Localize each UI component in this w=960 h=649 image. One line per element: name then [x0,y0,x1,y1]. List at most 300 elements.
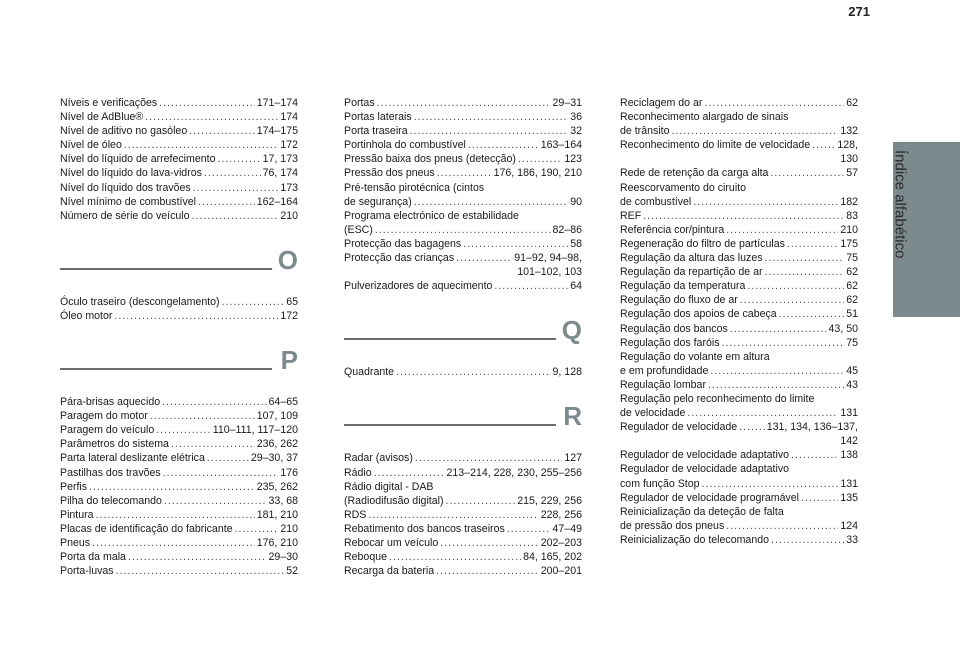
index-entry [620,491,858,505]
entry-term: Regulador de velocidade adaptativo [620,449,790,462]
entry-row [60,409,298,423]
entry-term: Protecção das bagagens [344,237,462,250]
entry-term-line: Regulação do volante em altura [620,350,770,363]
index-entry [620,279,858,293]
dot-leader [163,466,279,480]
entry-pages: 235, 262 [256,480,298,493]
index-entry [60,536,298,550]
entry-pages: 127 [564,452,582,465]
chapter-tab-label-wrap [880,150,920,320]
entry-term: de segurança) [344,195,412,208]
entry-term: Nível do líquido dos travões [60,181,191,194]
entry-pages: 9, 128 [552,366,582,379]
dot-leader [494,279,568,293]
dot-leader [765,251,845,265]
index-entry [60,209,298,223]
entry-row [620,364,858,378]
entry-pages: 131 [840,407,858,420]
entry-term: Número de série do veículo [60,209,190,222]
entry-row [620,519,858,533]
index-entry [620,448,858,462]
entry-row [60,110,298,124]
entry-pages: 36 [570,111,582,124]
entry-term: Regulação da altura das luzes [620,252,763,265]
index-entry [60,550,298,564]
index-entry [344,152,582,166]
entry-term: Pneus [60,536,91,549]
dot-leader [124,138,278,152]
entry-row [60,152,298,166]
entry-row [620,491,858,505]
entry-row [60,437,298,451]
entry-pages: 43 [846,378,858,391]
entry-pages: 182 [840,195,858,208]
index-entry [60,152,298,166]
entry-row [344,466,582,480]
entry-term: Protecção das crianças [344,252,455,265]
dot-leader [217,152,260,166]
entry-term: (Radiodifusão digital) [344,494,444,507]
entry-term: Paragem do veículo [60,424,155,437]
entry-row [620,322,858,336]
dot-leader [779,307,845,321]
index-entry [620,378,858,392]
section-rule [344,424,556,426]
entry-row [620,251,858,265]
entry-row [344,223,582,237]
index-entry [60,409,298,423]
index-entry [620,322,858,336]
entry-term: Pilha do telecomando [60,494,162,507]
entry-term: Rebatimento dos bancos traseiros [344,522,505,535]
entry-pages: 131, 134, 136–137, [766,421,858,434]
entry-pages: 210 [280,209,298,222]
entry-row [344,279,582,293]
index-entry [60,181,298,195]
index-entry [60,466,298,480]
dot-leader [518,152,562,166]
entry-pages: 76, 174 [262,167,298,180]
entry-row [620,420,858,434]
entry-pages: 163–164 [540,139,582,152]
dot-leader [156,423,211,437]
index-entry [620,138,858,166]
index-entry [60,494,298,508]
entry-row [60,494,298,508]
dot-leader [747,279,844,293]
entry-row [620,195,858,209]
index-entry [620,223,858,237]
entry-term: Pulverizadores de aquecimento [344,280,493,293]
entry-pages: 172 [280,309,298,322]
entry-row [60,138,298,152]
entry-row [344,536,582,550]
entry-pages: 181, 210 [256,508,298,521]
entry-term: Nível do líquido do lava-vidros [60,167,202,180]
index-column-2 [344,96,582,578]
entry-row [344,564,582,578]
entry-pages: 29–31 [552,97,582,109]
entry-pages: 82–86 [552,223,582,236]
entry-term-line: Reinicialização da deteção de falta [620,505,784,518]
entry-row [344,195,582,209]
entry-term: Óleo motor [60,309,113,322]
entry-pages: 43, 50 [828,322,858,335]
entry-row [344,251,582,265]
index-entry [60,166,298,180]
dot-leader [368,508,538,522]
entry-row [344,152,582,166]
index-entry [60,309,298,323]
entry-term: Regulação lombar [620,378,706,391]
entry-term: Portas laterais [344,111,412,124]
entry-row [344,365,582,379]
dot-leader [128,550,267,564]
entry-pages: 124 [840,519,858,532]
dot-leader [643,209,844,223]
entry-pages: 84, 165, 202 [523,551,582,564]
entry-pages: 128, [837,139,858,152]
entry-pages: 210 [840,223,858,236]
entry-row [620,293,858,307]
entry-term: Regulador de velocidade programável [620,491,800,504]
entry-term: Nível de AdBlue® [60,111,144,124]
entry-term: Rede de retenção da carga alta [620,167,769,180]
dot-leader [204,166,261,180]
entry-pages: 47–49 [552,522,582,535]
index-entry [60,480,298,494]
entry-row [60,309,298,323]
entry-row [60,451,298,465]
entry-row [620,533,858,547]
entry-term: de velocidade [620,407,686,420]
entry-pages: 90 [570,195,582,208]
entry-row [344,96,582,110]
entry-term: Níveis e verificações [60,97,158,109]
dot-leader [89,480,255,494]
dot-leader [222,295,285,309]
section-header [344,401,582,439]
entry-term-line: Regulação pelo reconhecimento do limite [620,392,815,405]
entry-row [60,209,298,223]
entry-pages: 132 [840,125,858,138]
entry-pages: 176, 186, 190, 210 [493,167,582,180]
index-entry [344,550,582,564]
entry-row [620,336,858,350]
index-entry [620,181,858,209]
section-letter: R [563,401,582,432]
entry-pages: 17, 173 [262,153,298,166]
entry-term: Pastilhas dos travões [60,466,161,479]
dot-leader [740,293,844,307]
entry-term: Regulação dos bancos [620,322,728,335]
entry-row [620,223,858,237]
dot-leader [702,477,839,491]
entry-term: de combustível [620,195,692,208]
entry-row [620,209,858,223]
dot-leader [193,181,279,195]
entry-pages: 171–174 [256,97,298,109]
entry-pages: 172 [280,139,298,152]
entry-term: e em profundidade [620,364,709,377]
entry-pages: 33 [846,533,858,546]
index-entry [620,505,858,533]
entry-row [344,237,582,251]
entry-row [60,480,298,494]
index-entry [344,251,582,279]
entry-term-line: Reconhecimento alargado de sinais [620,111,789,124]
entry-term: Regulação dos faróis [620,336,720,349]
index-entry [60,522,298,536]
entry-term: Pressão baixa dos pneus (detecção) [344,153,516,166]
index-entry [344,209,582,237]
dot-leader [377,96,551,110]
dot-leader [507,522,551,536]
entry-pages: 174 [280,111,298,124]
entry-pages: 57 [846,167,858,180]
dot-leader [765,265,845,279]
entry-pages: 32 [570,125,582,138]
index-entry [60,437,298,451]
entry-row [60,536,298,550]
section-letter: O [277,244,298,275]
entry-term: com função Stop [620,477,700,490]
entry-row [344,508,582,522]
entry-pages: 236, 262 [256,438,298,451]
entry-row [620,406,858,420]
index-entry [620,533,858,547]
index-entry [620,209,858,223]
dot-leader [96,508,255,522]
index-entry [344,365,582,379]
entry-term: Porta traseira [344,125,408,138]
dot-leader [414,195,568,209]
entry-row [60,508,298,522]
entry-row [620,279,858,293]
index-entry [60,508,298,522]
entry-row [60,564,298,578]
entry-term: Parta lateral deslizante elétrica [60,452,205,465]
entry-term: Regulação dos apoios de cabeça [620,308,777,321]
dot-leader [410,124,569,138]
entry-term: Paragem do motor [60,410,148,423]
entry-term: Quadrante [344,366,395,379]
dot-leader [396,365,550,379]
index-entry [620,336,858,350]
index-entry [60,96,298,110]
entry-row [344,166,582,180]
entry-term: Pintura [60,508,94,521]
index-entry [620,237,858,251]
entry-term: Referência cor/pintura [620,223,725,236]
entry-pages: 62 [846,266,858,279]
entry-term-line: Programa electrónico de estabilidade [344,209,519,222]
entry-pages: 29–30, 37 [250,452,298,465]
entry-pages: 135 [840,491,858,504]
index-entry [344,522,582,536]
index-entry [344,181,582,209]
dot-leader [801,491,838,505]
dot-leader [150,409,255,423]
index-entry [344,96,582,110]
dot-leader [791,448,838,462]
entry-term-line: Pré-tensão pirotécnica (cintos [344,181,485,194]
entry-term: de trânsito [620,125,670,138]
entry-term: Placas de identificação do fabricante [60,522,233,535]
index-entry [344,451,582,465]
dot-leader [446,494,516,508]
entry-pages: 65 [286,295,298,308]
entry-pages: 228, 256 [540,508,582,521]
entry-row [620,124,858,138]
dot-leader [726,519,838,533]
dot-leader [414,110,568,124]
entry-pages: 210 [280,522,298,535]
dot-leader [708,378,844,392]
entry-pages: 64–65 [268,396,298,409]
index-entry [344,124,582,138]
dot-leader [207,451,249,465]
section-header [60,345,298,383]
dot-leader [730,322,827,336]
entry-pages: 173 [280,181,298,194]
entry-row [620,138,858,152]
index-entry [620,265,858,279]
entry-term: Recarga da bateria [344,565,435,578]
index-entry [620,166,858,180]
dot-leader [375,223,551,237]
entry-term: Regulação do fluxo de ar [620,294,738,307]
entry-pages: 202–203 [540,536,582,549]
index-entry [344,279,582,293]
entry-term: Regulação da temperatura [620,280,746,293]
entry-term: Reconhecimento do limite de velocidade [620,139,811,152]
entry-pages: 213–214, 228, 230, 255–256 [446,466,582,479]
dot-leader [192,209,279,223]
dot-leader [687,406,838,420]
entry-pages-continued: 101–102, 103 [517,266,582,279]
entry-row [344,110,582,124]
entry-term-line: Rádio digital - DAB [344,480,434,493]
entry-row [620,448,858,462]
section-header [60,244,298,283]
entry-term: (ESC) [344,223,373,236]
index-entry [344,166,582,180]
entry-pages-continued: 142 [840,435,858,448]
entry-pages: 52 [286,565,298,578]
dot-leader [436,564,539,578]
dot-leader [468,138,539,152]
entry-row [344,138,582,152]
index-entry [60,564,298,578]
index-entry [344,508,582,522]
section-rule [344,338,556,340]
index-entry [620,392,858,420]
dot-leader [787,237,838,251]
index-entry [344,564,582,578]
entry-pages-continued: 130 [840,153,858,166]
entry-row [620,237,858,251]
section-rule [60,268,272,270]
entry-row [344,124,582,138]
entry-term: Nível do líquido de arrefecimento [60,153,216,166]
entry-row [344,494,582,508]
entry-term: Porta-luvas [60,565,114,578]
entry-row [60,124,298,138]
entry-pages: 110–111, 117–120 [212,424,298,437]
entry-row [60,166,298,180]
entry-pages: 162–164 [256,195,298,208]
entry-pages: 45 [846,364,858,377]
entry-pages: 75 [846,336,858,349]
entry-pages: 176, 210 [256,536,298,549]
dot-leader [726,223,838,237]
index-entry [620,462,858,490]
dot-leader [710,364,844,378]
entry-pages: 174–175 [256,125,298,138]
index-entry [344,138,582,152]
entry-term: Rádio [344,466,372,479]
dot-leader [145,110,278,124]
dot-leader [162,395,266,409]
entry-pages: 62 [846,280,858,293]
chapter-tab-label: Índice alfabético [891,150,909,259]
entry-pages: 91–92, 94–98, [514,252,582,265]
index-entry [344,466,582,480]
section-header [344,315,582,353]
dot-leader [812,138,835,152]
entry-pages: 62 [846,97,858,109]
index-entry [60,195,298,209]
dot-leader [198,195,255,209]
entry-term: Nível de aditivo no gasóleo [60,125,188,138]
entry-term: Portas [344,97,375,109]
entry-row [620,477,858,491]
entry-term: Radar (avisos) [344,452,413,465]
entry-pages: 83 [846,209,858,222]
dot-leader [771,533,844,547]
dot-leader [437,166,492,180]
entry-row [60,295,298,309]
dot-leader [116,564,285,578]
entry-pages: 58 [570,237,582,250]
dot-leader [92,536,255,550]
section-letter: P [280,345,298,376]
dot-leader [671,124,838,138]
index-entry [620,293,858,307]
dot-leader [693,195,838,209]
index-entry [60,110,298,124]
entry-term: Portinhola do combustível [344,139,466,152]
entry-term: Reciclagem do ar [620,97,703,109]
dot-leader [456,251,512,265]
index-entry [60,295,298,309]
index-column-1 [60,96,298,578]
index-entry [620,307,858,321]
index-entry [344,536,582,550]
entry-term: Pára-brisas aquecido [60,396,161,409]
entry-term: Nível de óleo [60,139,122,152]
entry-pages: 51 [846,308,858,321]
entry-pages: 107, 109 [256,410,298,423]
entry-term: Nível mínimo de combustível [60,195,197,208]
entry-row [60,522,298,536]
entry-pages: 62 [846,294,858,307]
dot-leader [415,451,562,465]
index-entry [620,251,858,265]
dot-leader [164,494,267,508]
dot-leader [114,309,278,323]
